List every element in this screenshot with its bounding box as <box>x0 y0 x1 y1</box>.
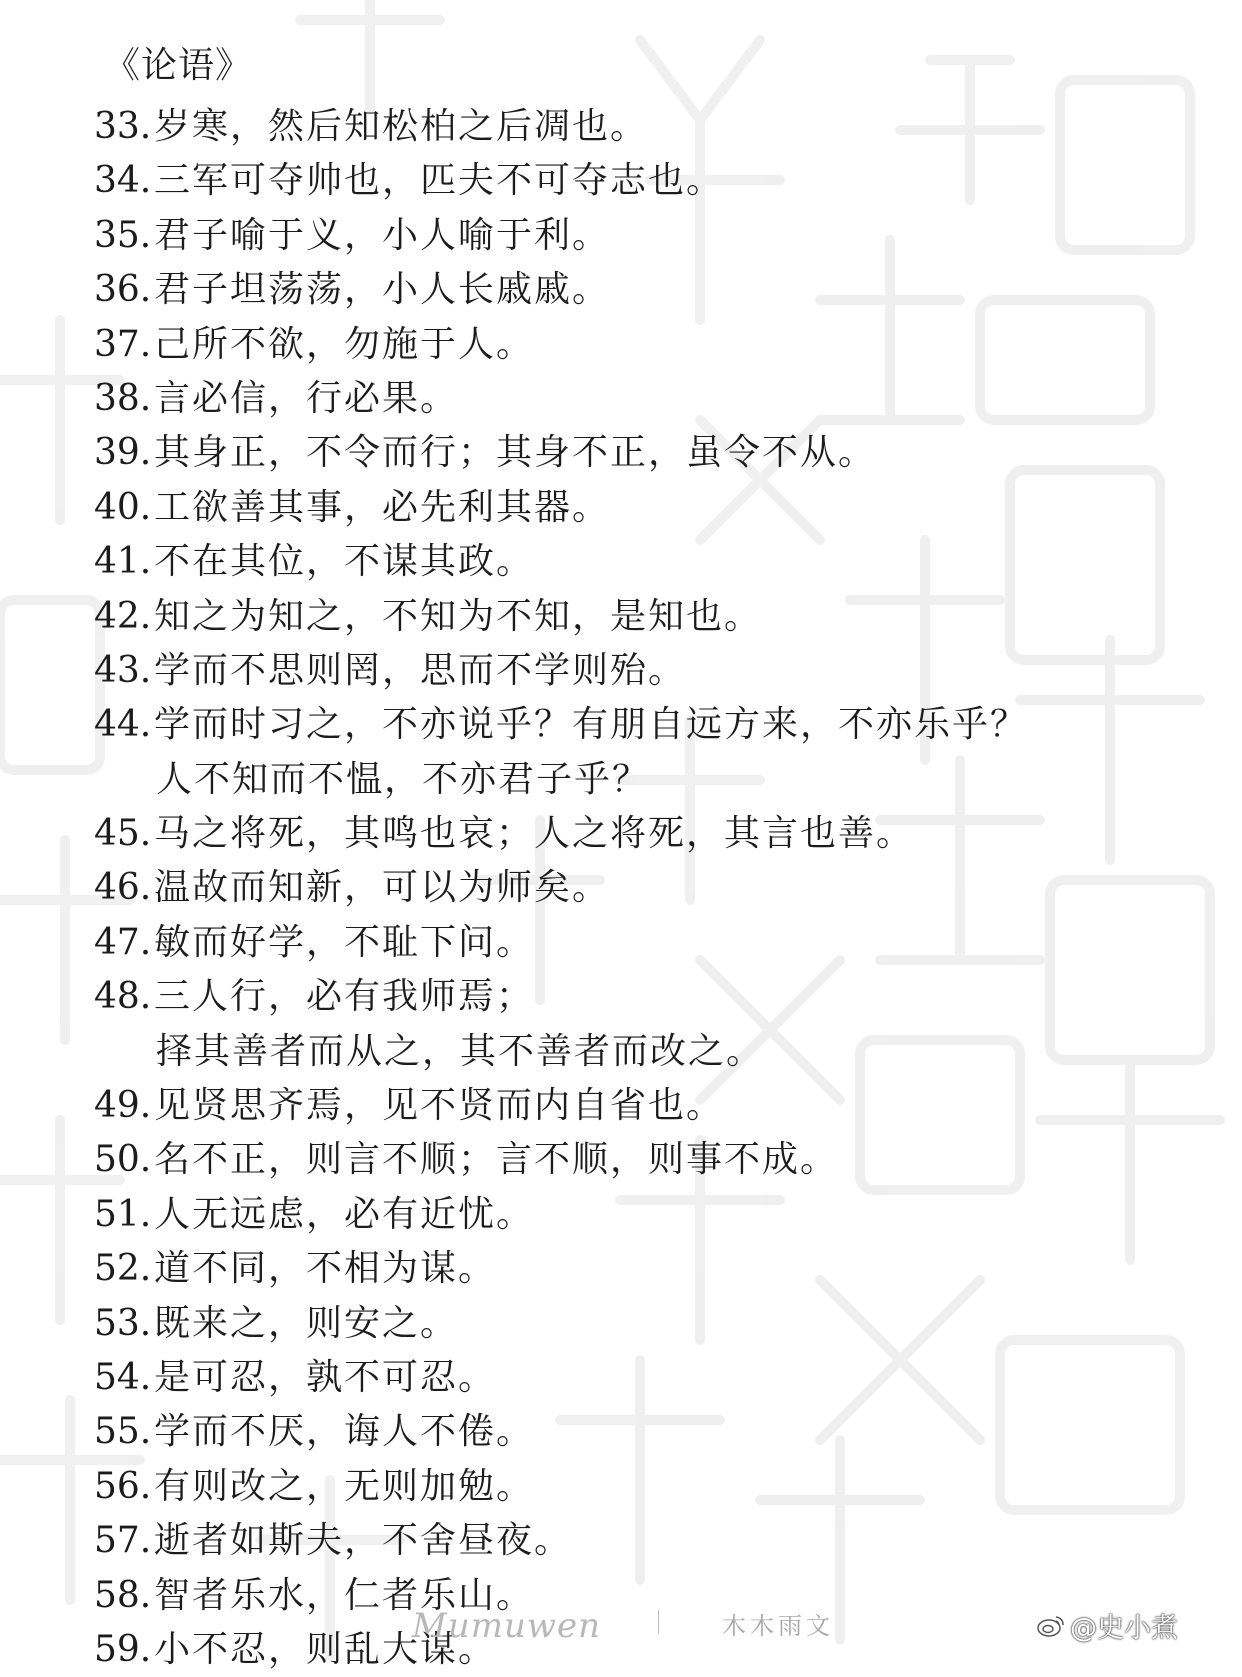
quote-line <box>94 1242 1214 1296</box>
weibo-handle: @史小煮 <box>1070 1613 1178 1644</box>
quote-line <box>94 1297 1214 1351</box>
quote-text: 是可忍，孰不可忍。 <box>154 1356 497 1398</box>
quote-line <box>94 916 1214 970</box>
brand-name: 木木雨文 <box>722 1612 834 1640</box>
quote-text: 学而不厌，诲人不倦。 <box>154 1411 535 1453</box>
signature-watermark: Mumuwen <box>412 1606 601 1646</box>
quote-text: 三人行，必有我师焉； <box>154 976 535 1018</box>
quote-text: 温故而知新，可以为师矣。 <box>154 867 611 909</box>
quote-text: 学而不思则罔，思而不学则殆。 <box>154 649 687 691</box>
quote-text: 君子喻于义，小人喻于利。 <box>154 214 611 256</box>
quote-text: 君子坦荡荡，小人长戚戚。 <box>154 269 611 311</box>
quote-text: 人无远虑，必有近忧。 <box>154 1193 535 1235</box>
quote-line <box>94 481 1214 535</box>
quote-text: 三军可夺帅也，匹夫不可夺志也。 <box>154 160 725 202</box>
quote-number: 59. <box>94 1628 152 1670</box>
quote-line <box>94 1133 1214 1187</box>
quote-number: 41. <box>94 541 152 583</box>
quote-number: 49. <box>94 1085 152 1127</box>
quote-text: 人不知而不愠，不亦君子乎？ <box>156 758 651 800</box>
quote-text: 己所不欲，勿施于人。 <box>154 323 535 365</box>
quote-text: 见贤思齐焉，见不贤而内自省也。 <box>154 1085 725 1127</box>
quote-text: 岁寒，然后知松柏之后凋也。 <box>154 106 649 147</box>
quote-number: 40. <box>94 486 152 528</box>
quote-number: 34. <box>94 160 152 202</box>
quote-line <box>94 590 1214 644</box>
quote-text: 言必信，行必果。 <box>154 377 459 419</box>
quote-line <box>94 1351 1214 1405</box>
quote-text: 有则改之，无则加勉。 <box>154 1465 535 1507</box>
quote-number: 47. <box>94 921 152 963</box>
quote-line <box>94 1405 1214 1459</box>
quote-line <box>94 1460 1214 1514</box>
quote-number: 43. <box>94 649 152 691</box>
quote-line <box>94 861 1214 915</box>
quote-text: 道不同，不相为谋。 <box>154 1248 497 1290</box>
quote-line-continuation <box>94 1025 1214 1079</box>
quote-text: 其身正，不令而行；其身不正，虽令不从。 <box>154 432 877 474</box>
quote-number: 51. <box>94 1193 152 1235</box>
quote-text: 不在其位，不谋其政。 <box>154 541 535 583</box>
quote-text: 马之将死，其鸣也哀；人之将死，其言也善。 <box>154 813 915 855</box>
quote-line <box>94 372 1214 426</box>
quote-text: 既来之，则安之。 <box>154 1302 459 1344</box>
quote-number: 42. <box>94 595 152 637</box>
quote-line <box>94 535 1214 589</box>
quote-number: 48. <box>94 976 152 1018</box>
quote-text: 工欲善其事，必先利其器。 <box>154 486 611 528</box>
quote-text: 知之为知之，不知为不知，是知也。 <box>154 595 763 637</box>
quote-number: 35. <box>94 214 152 256</box>
quote-number: 53. <box>94 1302 152 1344</box>
weibo-icon <box>1036 1613 1066 1639</box>
quote-number: 55. <box>94 1411 152 1453</box>
footer-divider <box>658 1610 659 1634</box>
quote-line <box>94 263 1214 317</box>
quote-number: 46. <box>94 867 152 909</box>
quote-line <box>94 154 1214 208</box>
quote-number: 38. <box>94 377 152 419</box>
quote-line <box>94 807 1214 861</box>
quote-number: 39. <box>94 432 152 474</box>
quote-text: 敏而好学，不耻下问。 <box>154 921 535 963</box>
quote-line <box>94 100 1214 154</box>
quote-list <box>94 100 1214 1677</box>
quote-number: 36. <box>94 269 152 311</box>
quote-line <box>94 209 1214 263</box>
quote-number: 56. <box>94 1465 152 1507</box>
page-title: 《论语》 <box>104 45 253 86</box>
weibo-watermark <box>1036 1606 1178 1645</box>
quote-number: 57. <box>94 1520 152 1562</box>
quote-number: 37. <box>94 323 152 365</box>
quote-number: 52. <box>94 1248 152 1290</box>
quote-line <box>94 644 1214 698</box>
quote-line <box>94 1514 1214 1568</box>
quote-number: 45. <box>94 813 152 855</box>
quote-number: 54. <box>94 1356 152 1398</box>
quote-text: 名不正，则言不顺；言不顺，则事不成。 <box>154 1139 839 1181</box>
quote-number: 33. <box>94 106 152 147</box>
quote-text: 学而时习之，不亦说乎？有朋自远方来，不亦乐乎？ <box>154 704 1029 746</box>
quote-line <box>94 318 1214 372</box>
quote-line <box>94 1079 1214 1133</box>
quote-line <box>94 1188 1214 1242</box>
quote-line <box>94 970 1214 1024</box>
quote-text: 逝者如斯夫，不舍昼夜。 <box>154 1520 573 1562</box>
quote-line <box>94 698 1214 752</box>
quote-text: 小不忍，则乱大谋。 <box>154 1628 497 1670</box>
quote-text: 智者乐水，仁者乐山。 <box>154 1574 535 1616</box>
quote-line <box>94 426 1214 480</box>
quote-number: 50. <box>94 1139 152 1181</box>
quote-text: 择其善者而从之，其不善者而改之。 <box>156 1030 765 1072</box>
quote-number: 44. <box>94 704 152 746</box>
footer-watermark <box>0 1600 1242 1648</box>
quote-line-continuation <box>94 753 1214 807</box>
quote-number: 58. <box>94 1574 152 1616</box>
